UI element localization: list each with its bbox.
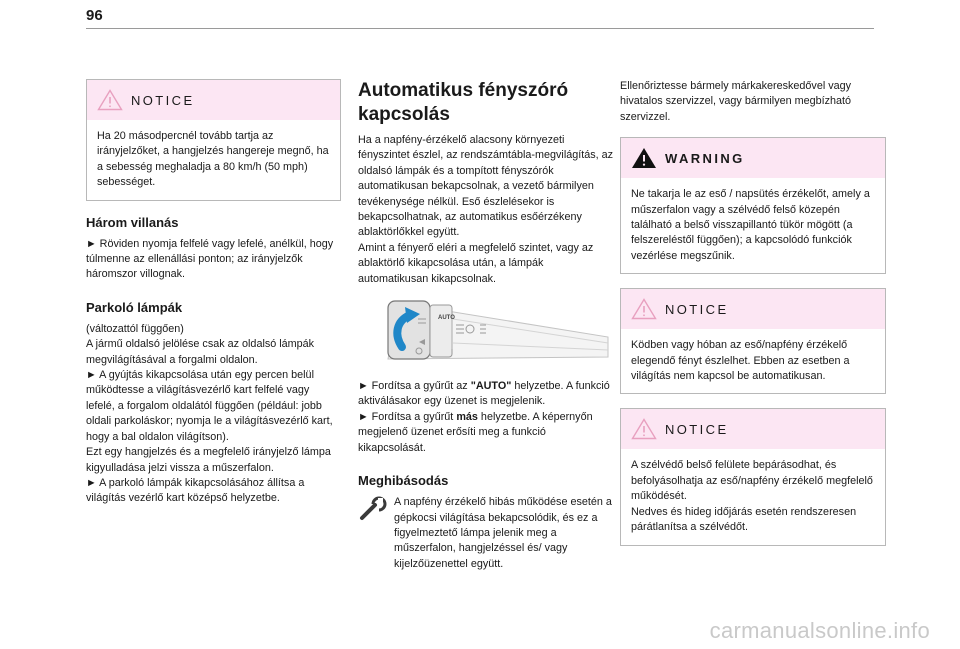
section-title-parking-lamps: Parkoló lámpák [86, 299, 183, 315]
notice-label: NOTICE [665, 301, 729, 317]
auto-intro: Amint a fényerő eléri a megfelelő szintet, vagy az ablaktörlő kikapcsolása után, a lámpák automatikusan kikapcsolnak. [358, 241, 594, 285]
auto-step-on: ► Fordítsa a gyűrűt az "AUTO" helyzetbe. A funkció aktiválásakor egy üzenet is megjelenik. [358, 380, 610, 408]
warning-text: Ne takarja le az eső / napsütés érzékelőt, amely a műszerfalon vagy a szélvédő felső közepén található a belső visszapillantó tükör mögött (a felszereléstől függően); a kapcsolódó funkciók vezérlése megszűnik. [631, 188, 870, 262]
lighting-stalk-figure [358, 297, 616, 363]
watermark: carmanualsonline.info [709, 618, 930, 643]
lighting-stalk-illustration [358, 297, 616, 363]
section-title-malfunction: Meghibásodás [358, 473, 449, 489]
warning-label: WARNING [665, 150, 745, 166]
column-left [86, 79, 341, 507]
notice-box [86, 79, 341, 201]
warning-triangle-icon [631, 147, 657, 169]
notice-header [621, 409, 885, 449]
header-rule [86, 28, 874, 29]
notice-text: Nedves és hideg időjárás esetén rendszeresen párátlanítsa a szélvédőt. [631, 505, 857, 534]
notice-text: A szélvédő belső felülete bepárásodhat, és befolyásolhatja az eső/napfény érzékelő megfelelő működését. [631, 459, 873, 503]
section-title-three-flashes: Három villanás [86, 214, 179, 230]
column-right [620, 79, 886, 560]
notice-text: Ha 20 másodpercnél tovább tartja az irányjelzőket, a hangjelzés hangereje megnő, ha a sebesség meghaladja a 80 km/h (50 mph) sebességet. [97, 130, 329, 189]
parking-paragraph: Ezt egy hangjelzés és a megfelelő irányjelző lámpa kigyulladása jelzi vissza a műszerfalon. [86, 446, 331, 474]
malfunction-block [358, 495, 616, 572]
wrench-icon [358, 495, 388, 521]
notice-triangle-icon [631, 298, 657, 320]
notice-triangle-icon [631, 418, 657, 440]
section-title-auto-headlamps: Automatikus fényszóró kapcsolás [358, 80, 569, 125]
parking-step: ► A parkoló lámpák kikapcsolásához állítsa a világítás vezérlő kart középső helyzetbe. [86, 476, 305, 505]
parking-paragraph: A jármű oldalsó jelölése csak az oldalsó lámpák megvilágításával a forgalmi oldalon. [86, 338, 315, 366]
notice-box [620, 288, 886, 394]
parking-step: ► A gyújtás kikapcsolása után egy percen belül működtesse a világításvezérlő kart felfelé vagy lefelé, a forgalom oldalától függően (például: jobb oldali parkoláskor; nyomja le a világításvezérlő kart, hogy a bal oldalon világítson). [86, 369, 333, 443]
notice-label: NOTICE [665, 421, 729, 437]
page-number: 96 [86, 7, 103, 24]
notice-header [621, 289, 885, 329]
auto-intro: Ha a napfény-érzékelő alacsony környezeti fényszintet észlel, az rendszámtábla-megvilágítás, az oldalsó lámpák és a tompított fényszórók automatikusan bekapcsolnak, a vezető bármilyen tevékenysége nélkül. Eső észlelésekor is bekapcsolhatnak, az automatikus esőérzékeny ablaktörlőkkel együtt. [358, 134, 614, 239]
auto-step-off: ► Fordítsa a gyűrűt más helyzetbe. A képernyőn megjelenő üzenet erősíti meg a funkció kikapcsolását. [358, 410, 593, 454]
warning-header [621, 138, 885, 178]
notice-label: NOTICE [131, 92, 195, 108]
parking-variant-note: (változattól függően) [86, 322, 184, 335]
malfunction-text: A napfény érzékelő hibás működése esetén a gépkocsi világítása bekapcsolódik, és ez a figyelmeztető lámpa jelenik meg a műszerfalon, hangjelzéssel és/ vagy kijelzőüzenettel együtt. [394, 496, 612, 570]
notice-triangle-icon [97, 89, 123, 111]
warning-box [620, 137, 886, 274]
three-flashes-text: ► Röviden nyomja felfelé vagy lefelé, anélkül, hogy túlmenne az ellenállási ponton; az irányjelzők háromszor villognak. [86, 237, 334, 281]
notice-box [620, 408, 886, 545]
dealer-check-text: Ellenőriztesse bármely márkakereskedővel vagy hivatalos szervizzel, vagy bármilyen megbízható szervizzel. [620, 80, 852, 123]
column-middle [358, 79, 616, 572]
notice-text: Ködben vagy hóban az eső/napfény érzékelő elegendő fényt észlelhet. Ebben az esetben a világítás nem kapcsol be automatikusan. [631, 339, 850, 383]
auto-label: AUTO [438, 315, 455, 322]
notice-header [87, 80, 340, 120]
